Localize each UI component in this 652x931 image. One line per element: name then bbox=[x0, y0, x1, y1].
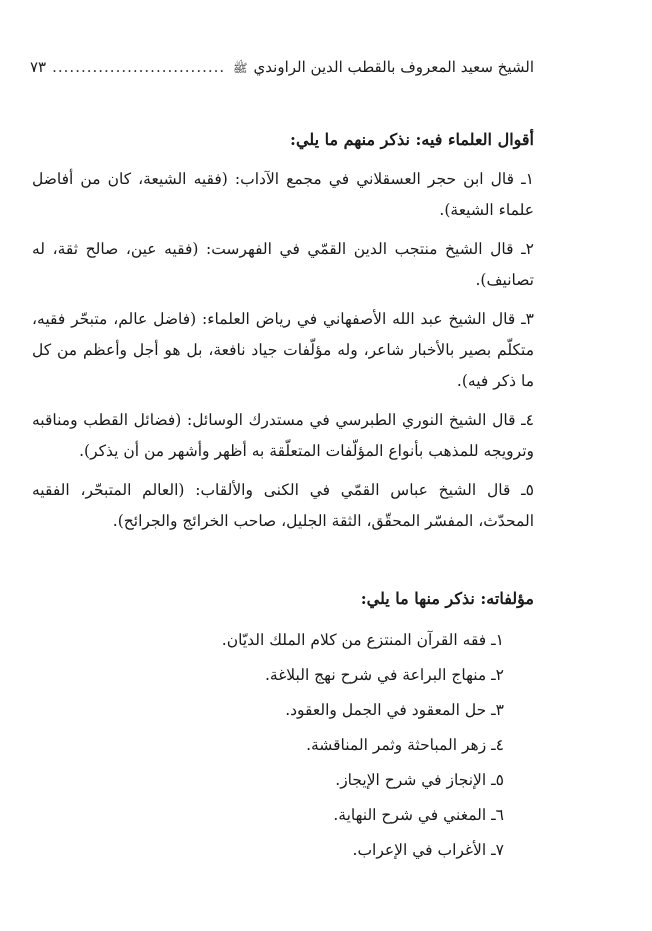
leader-dots: .............................. bbox=[52, 58, 226, 76]
honorific-mark: ﷺ bbox=[233, 61, 248, 75]
work-item: ١ـ فقه القرآن المنتزع من كلام الملك الديّان. bbox=[221, 631, 504, 649]
works-heading: مؤلفاته: نذكر منها ما يلي: bbox=[360, 589, 534, 608]
work-item: ٣ـ حل المعقود في الجمل والعقود. bbox=[285, 701, 504, 719]
work-item: ٦ـ المغني في شرح النهاية. bbox=[333, 806, 504, 824]
works-list bbox=[32, 623, 534, 868]
running-header bbox=[30, 58, 534, 78]
opinion-paragraph: ٥ـ قال الشيخ عباس القمّي في الكنى والألقاب: (العالم المتبحّر، الفقيه المحدّث، المفسّر المحقّق، الثقة الجليل، صاحب الخرائج والجرائح). bbox=[32, 481, 534, 530]
section-spacer bbox=[32, 545, 534, 577]
running-title: الشيخ سعيد المعروف بالقطب الدين الراوندي bbox=[253, 58, 534, 76]
opinion-paragraph: ٤ـ قال الشيخ النوري الطبرسي في مستدرك الوسائل: (فضائل القطب ومناقبه وترويجه للمذهب بأنواع المؤلّفات المتعلّقة به أظهر وأشهر من أن يذكر). bbox=[32, 411, 534, 460]
opinion-paragraph: ١ـ قال ابن حجر العسقلاني في مجمع الآداب: (فقيه الشيعة، كان من أفاضل علماء الشيعة). bbox=[32, 170, 534, 219]
work-item: ٥ـ الإنجاز في شرح الإيجاز. bbox=[335, 771, 504, 789]
page-number: ٧٣ bbox=[30, 58, 47, 76]
work-item: ٧ـ الأغراب في الإعراب. bbox=[352, 841, 504, 859]
work-item: ٢ـ منهاج البراعة في شرح نهج البلاغة. bbox=[264, 666, 504, 684]
page-body bbox=[32, 118, 534, 868]
work-item: ٤ـ زهر المباحثة وثمر المناقشة. bbox=[306, 736, 504, 754]
opinion-paragraph: ٣ـ قال الشيخ عبد الله الأصفهاني في رياض العلماء: (فاضل عالم، متبحّر فقيه، متكلّم بصير بالأخبار شاعر، وله مؤلّفات جياد نافعة، بل هو أجل وأعظم من كل ما ذكر فيه). bbox=[32, 310, 534, 390]
opinions-heading: أقوال العلماء فيه: نذكر منهم ما يلي: bbox=[290, 130, 534, 149]
opinion-paragraph: ٢ـ قال الشيخ منتجب الدين القمّي في الفهرست: (فقيه عين، صالح ثقة، له تصانيف). bbox=[32, 240, 534, 289]
